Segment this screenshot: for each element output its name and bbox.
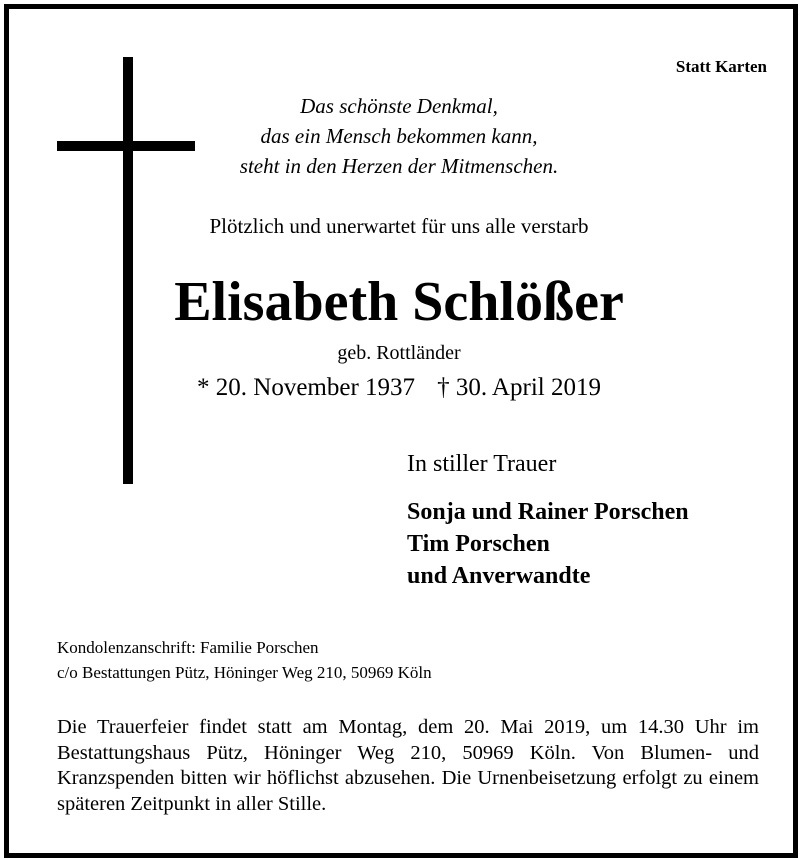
mourner-name: und Anverwandte: [407, 563, 591, 589]
obituary-frame: [4, 4, 798, 858]
quote-line: Das schönste Denkmal,: [300, 94, 498, 118]
maiden-name: geb. Rottländer: [337, 342, 461, 364]
mourners-list: [407, 496, 689, 592]
service-details: Die Trauerfeier findet statt am Montag, dem 20. Mai 2019, um 14.30 Uhr im Bestattungshaus Pütz, Höninger Weg 210, 50969 Köln. Von Blumen- und Kranzspenden bitten wir höflichst abzusehen. Die Urnenbeisetzung erfolgt zu einem späteren Zeitpunkt in aller Stille.: [57, 716, 759, 815]
mourner-name: Sonja und Rainer Porschen: [407, 499, 689, 525]
death-date: † 30. April 2019: [437, 374, 601, 401]
deceased-name: Elisabeth Schlößer: [174, 271, 624, 333]
quote-line: das ein Mensch bekommen kann,: [260, 124, 538, 148]
condolence-line: Kondolenzanschrift: Familie Porschen: [57, 638, 319, 657]
birth-date: * 20. November 1937: [197, 374, 416, 401]
life-dates: [159, 374, 639, 402]
mourning-title: In stiller Trauer: [407, 451, 557, 477]
cross-icon-crossbar: [57, 141, 195, 151]
mourner-name: Tim Porschen: [407, 531, 550, 557]
condolence-line: c/o Bestattungen Pütz, Höninger Weg 210, 50969 Köln: [57, 663, 432, 682]
intro-text: Plötzlich und unerwartet für uns alle verstarb: [209, 214, 589, 238]
statt-karten-label: Statt Karten: [675, 57, 767, 76]
quote-line: steht in den Herzen der Mitmenschen.: [239, 154, 559, 178]
memorial-quote: [189, 91, 609, 181]
condolence-address: [57, 635, 432, 685]
